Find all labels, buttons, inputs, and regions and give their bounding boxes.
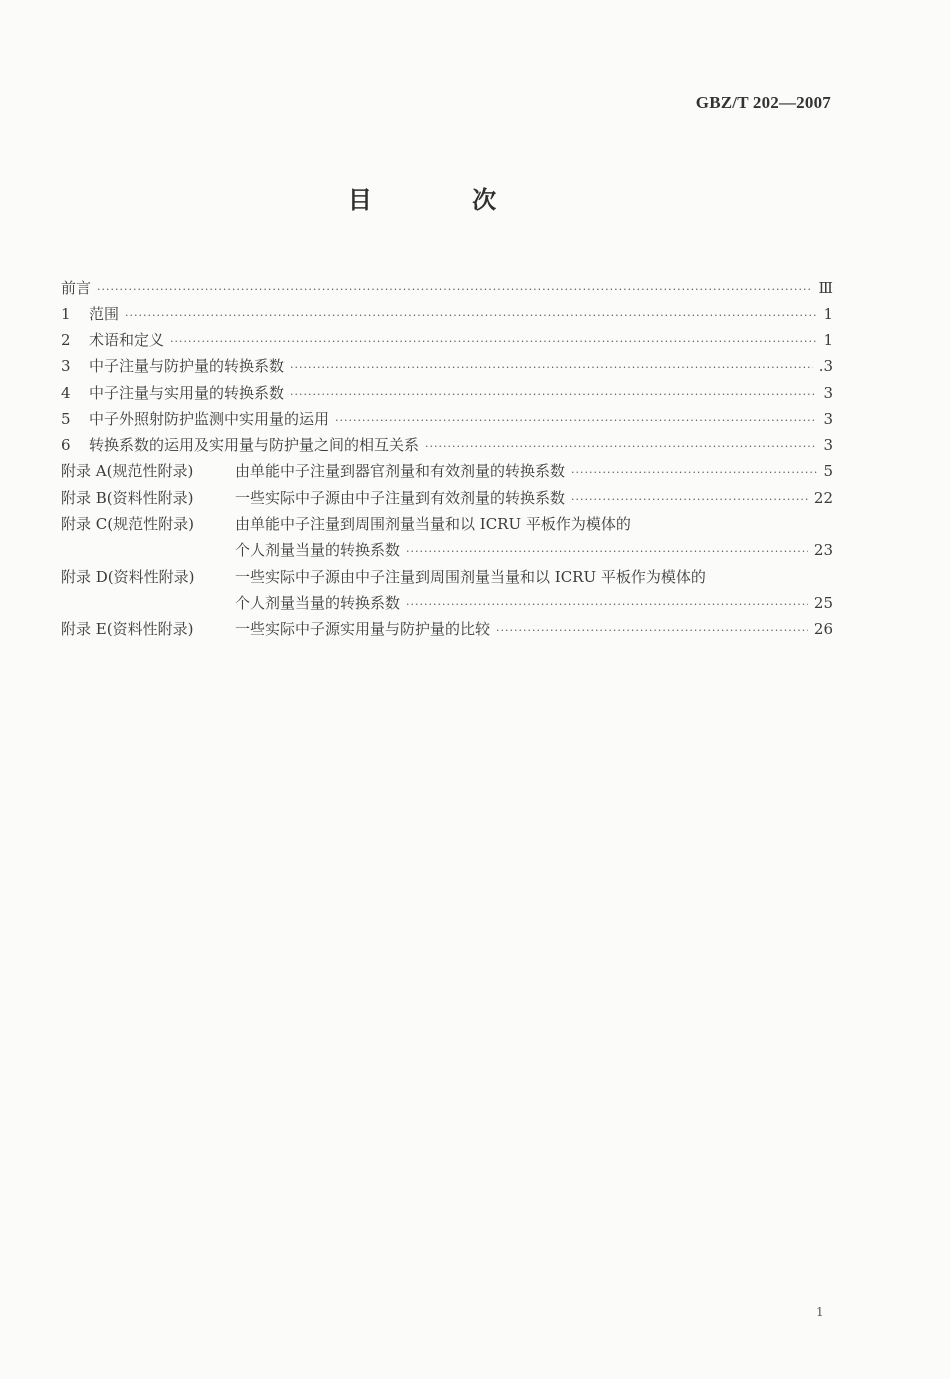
page-number: 1 <box>816 1305 824 1319</box>
toc-entry-page: 3 <box>823 384 833 402</box>
dot-leader <box>571 461 817 485</box>
toc-entry-page: 3 <box>823 410 833 428</box>
toc-entry-preface[interactable] <box>61 276 833 300</box>
toc-entry-number: 2 <box>61 331 71 349</box>
toc-entry-appendix-d-continued[interactable] <box>235 591 833 615</box>
toc-entry-text: 术语和定义 <box>89 331 165 349</box>
dot-leader <box>406 540 808 564</box>
toc-entry-number: 6 <box>61 436 71 454</box>
dot-leader <box>170 330 817 354</box>
toc-entry-page: 3 <box>823 436 833 454</box>
toc-entry-continuation: 个人剂量当量的转换系数 <box>235 594 401 612</box>
toc-entry-1[interactable] <box>61 302 833 326</box>
toc-entry-number: 1 <box>61 305 71 323</box>
toc-entry-number: 3 <box>61 357 71 375</box>
toc-entry-text: 一些实际中子源实用量与防护量的比较 <box>235 620 491 638</box>
toc-entry-page: 26 <box>813 620 833 638</box>
toc-entry-page: 22 <box>813 489 833 507</box>
dot-leader <box>571 488 808 512</box>
toc-entry-appendix-a[interactable] <box>61 459 833 483</box>
dot-leader <box>496 619 808 643</box>
page-title: 目 次 <box>347 185 543 214</box>
toc-entry-number: 5 <box>61 410 71 428</box>
dot-leader <box>290 356 813 380</box>
toc-entry-text: 一些实际中子源由中子注量到周围剂量当量和以 ICRU 平板作为模体的 <box>235 568 706 586</box>
toc-entry-prefix: 附录 B(资料性附录) <box>61 489 194 507</box>
toc-entry-appendix-c-continued[interactable] <box>235 538 833 562</box>
dot-leader <box>425 435 817 459</box>
toc-entry-prefix: 附录 C(规范性附录) <box>61 515 194 533</box>
toc-entry-text: 一些实际中子源由中子注量到有效剂量的转换系数 <box>235 489 566 507</box>
dot-leader <box>97 278 813 302</box>
toc-entry-appendix-d[interactable] <box>61 565 833 589</box>
toc-entry-page: 23 <box>813 541 833 559</box>
toc-entry-text: 转换系数的运用及实用量与防护量之间的相互关系 <box>89 436 420 454</box>
dot-leader <box>335 409 817 433</box>
toc-entry-prefix: 附录 D(资料性附录) <box>61 568 195 586</box>
dot-leader <box>406 593 808 617</box>
toc-entry-4[interactable] <box>61 381 833 405</box>
toc-entry-number: 4 <box>61 384 71 402</box>
toc-entry-page: 1 <box>823 331 833 349</box>
toc-entry-prefix: 附录 E(资料性附录) <box>61 620 194 638</box>
toc-entry-page: Ⅲ <box>818 279 833 297</box>
toc-entry-appendix-c[interactable] <box>61 512 833 536</box>
toc-entry-page: .3 <box>818 357 833 375</box>
toc-entry-6[interactable] <box>61 433 833 457</box>
toc-entry-appendix-b[interactable] <box>61 486 833 510</box>
toc-entry-2[interactable] <box>61 328 833 352</box>
toc-entry-page: 25 <box>813 594 833 612</box>
toc-entry-prefix: 附录 A(规范性附录) <box>61 462 194 480</box>
toc-entry-page: 1 <box>823 305 833 323</box>
toc-entry-3[interactable] <box>61 354 833 378</box>
dot-leader <box>290 383 817 407</box>
toc-entry-text: 范围 <box>89 305 120 323</box>
toc-entry-page: 5 <box>823 462 833 480</box>
toc-entry-text: 中子外照射防护监测中实用量的运用 <box>89 410 330 428</box>
toc-entry-text: 中子注量与实用量的转换系数 <box>89 384 285 402</box>
toc-entry-continuation: 个人剂量当量的转换系数 <box>235 541 401 559</box>
dot-leader <box>125 304 817 328</box>
toc-entry-text: 由单能中子注量到器官剂量和有效剂量的转换系数 <box>235 462 566 480</box>
toc-entry-text: 中子注量与防护量的转换系数 <box>89 357 285 375</box>
toc-entry-5[interactable] <box>61 407 833 431</box>
standard-code: GBZ/T 202—2007 <box>695 93 831 112</box>
toc-entry-text: 前言 <box>61 279 92 297</box>
toc-entry-text: 由单能中子注量到周围剂量当量和以 ICRU 平板作为模体的 <box>235 515 631 533</box>
toc-entry-appendix-e[interactable] <box>61 617 833 641</box>
